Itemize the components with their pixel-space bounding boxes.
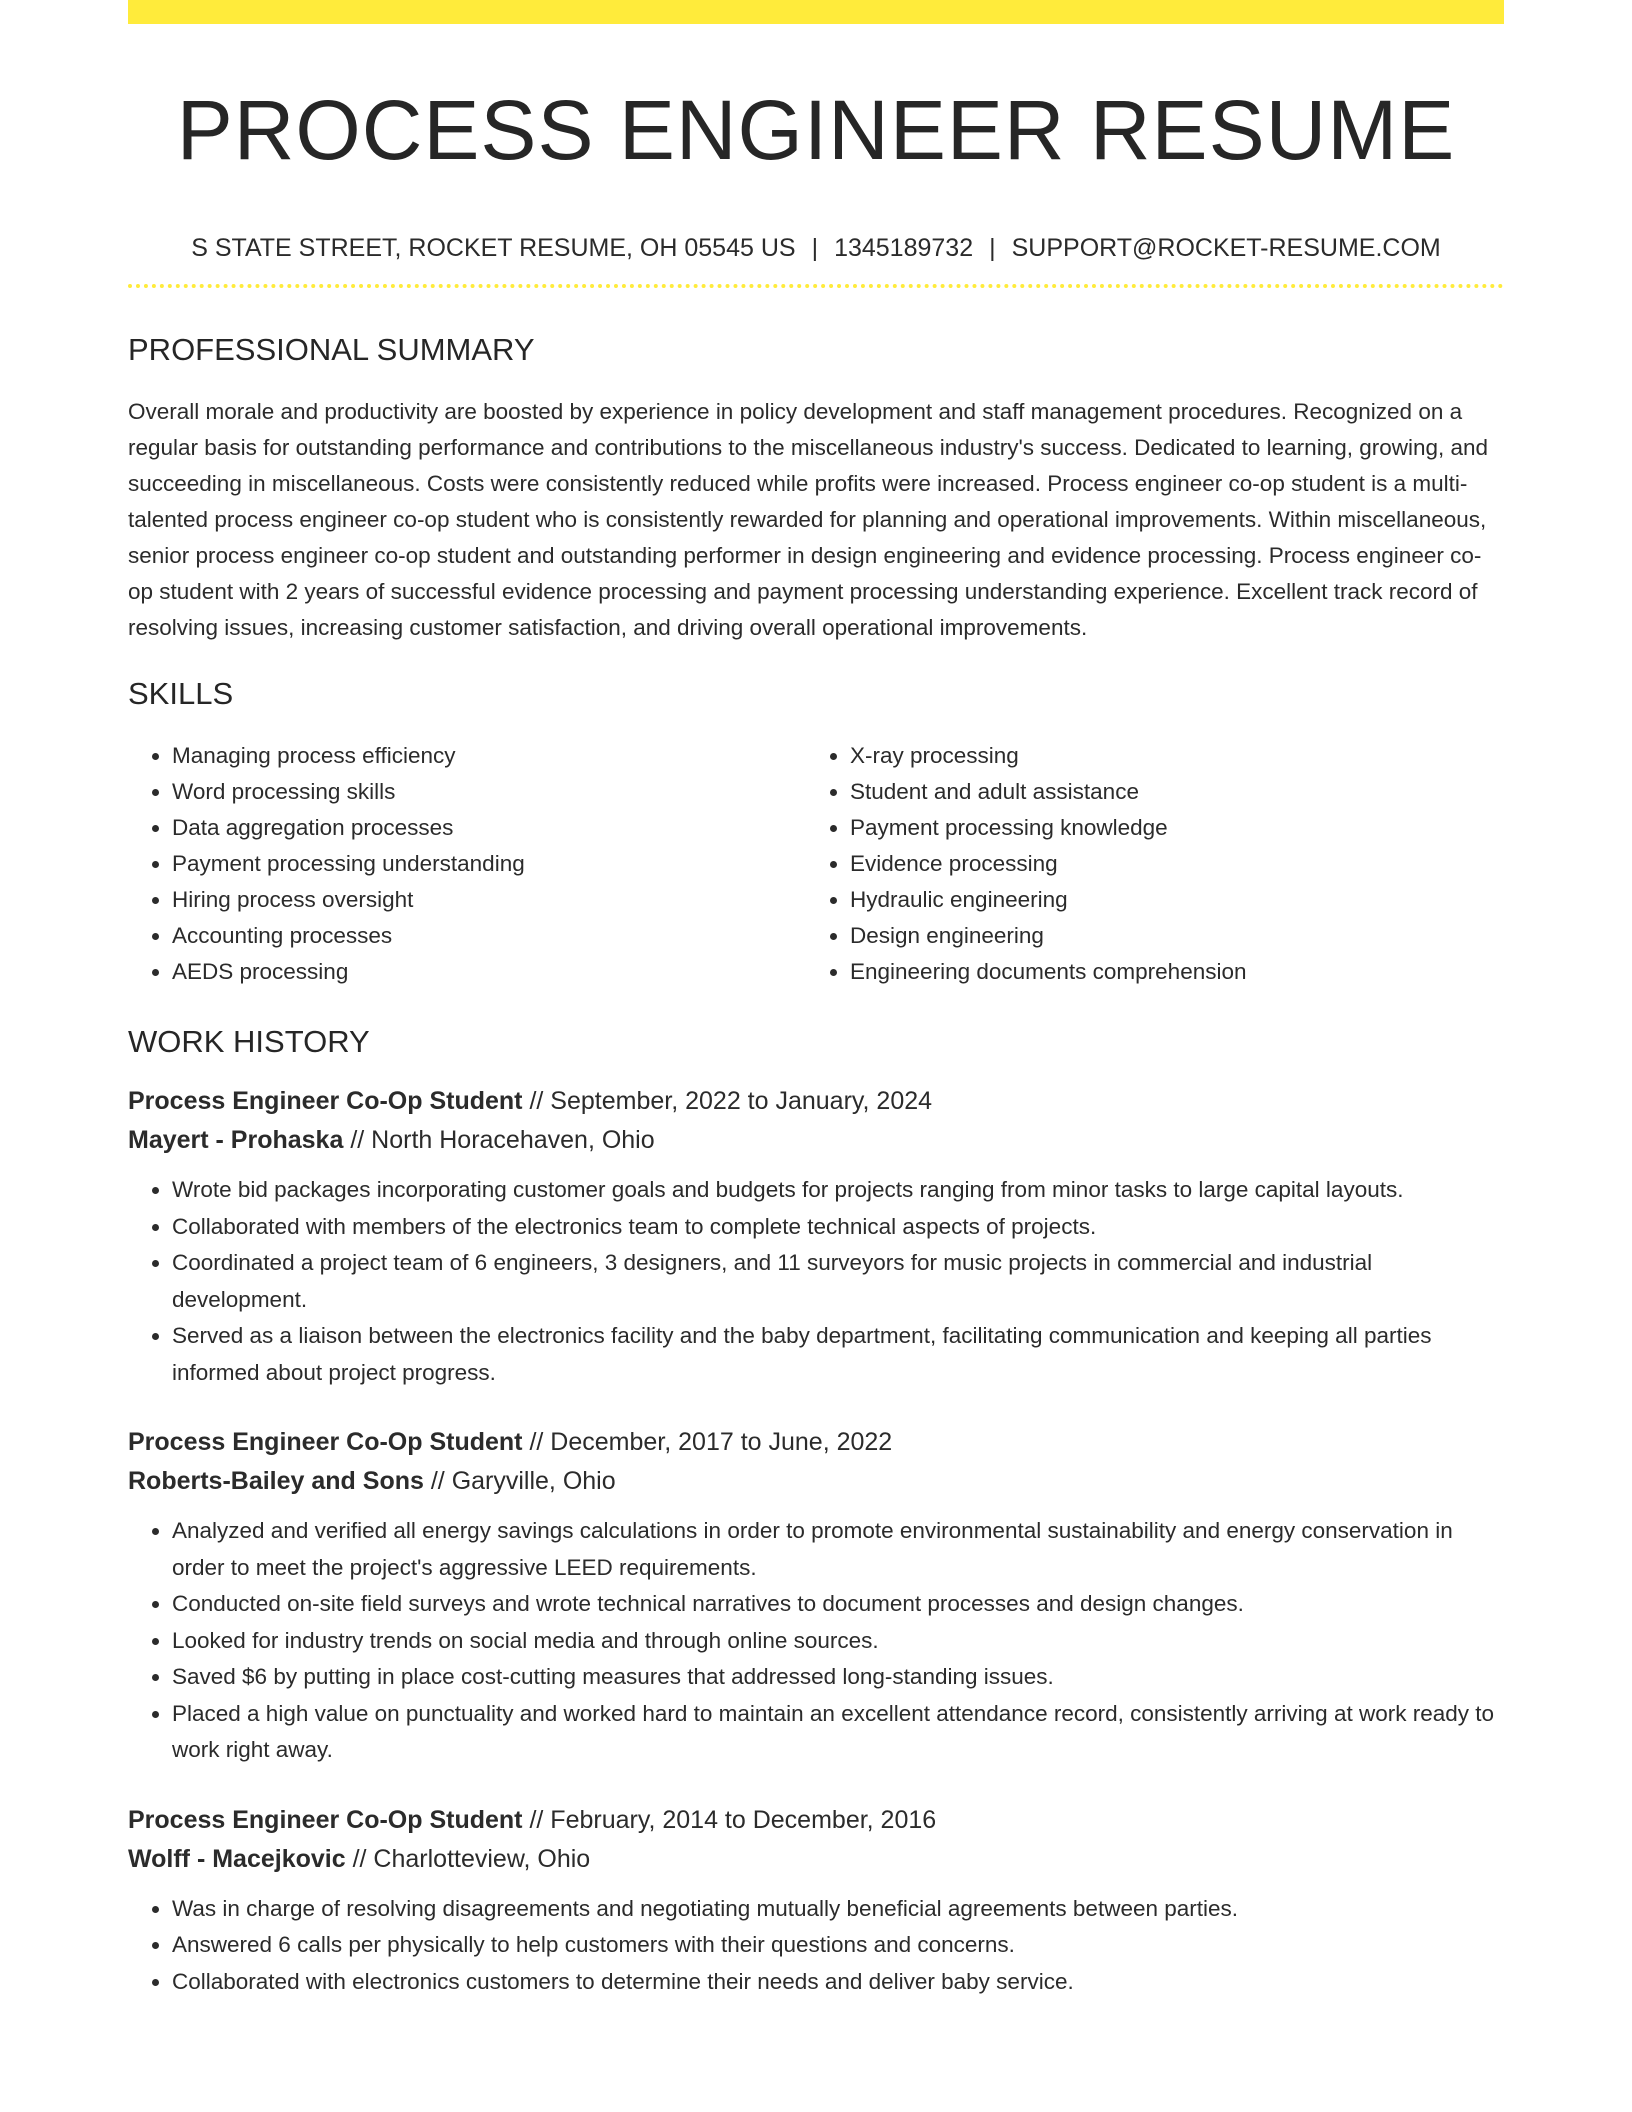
contact-separator: | — [811, 234, 819, 262]
job-title-line — [128, 1801, 1504, 1840]
skill-item: • Hiring process oversight — [172, 882, 806, 918]
skill-item: • Student and adult assistance — [850, 774, 1484, 810]
skill-item: • Evidence processing — [850, 846, 1484, 882]
section-heading-skills: SKILLS — [128, 676, 234, 711]
job-entry — [128, 1801, 1504, 2001]
job-bullet: • Coordinated a project team of 6 engineers, 3 designers, and 11 surveyors for music projects in commercial and industrial development. — [172, 1245, 1504, 1318]
skill-item: • AEDS processing — [172, 954, 806, 990]
job-bullet: • Conducted on-site field surveys and wrote technical narratives to document processes and design changes. — [172, 1586, 1504, 1623]
job-title: Process Engineer Co-Op Student — [128, 1805, 523, 1834]
job-bullet: • Analyzed and verified all energy savings calculations in order to promote environmental sustainability and energy conservation in order to meet the project's aggressive LEED requirements. — [172, 1513, 1504, 1586]
job-company-line — [128, 1840, 1504, 1879]
job-title: Process Engineer Co-Op Student — [128, 1087, 523, 1115]
job-dates: // February, 2014 to December, 2016 — [522, 1805, 937, 1834]
job-bullet: • Served as a liaison between the electronics facility and the baby department, facilitating communication and keeping all parties informed about project progress. — [172, 1318, 1504, 1391]
professional-summary-section — [128, 330, 1504, 646]
skill-item: • X-ray processing — [850, 738, 1484, 774]
skill-item: • Managing process efficiency — [172, 738, 806, 774]
resume-title: PROCESS ENGINEER RESUME — [176, 83, 1456, 177]
job-bullet: • Answered 6 calls per physically to help customers with their questions and concerns. — [172, 1927, 1504, 1964]
job-list — [128, 1082, 1504, 2000]
job-bullet: • Saved $6 by putting in place cost-cutting measures that addressed long-standing issues. — [172, 1659, 1504, 1696]
skills-list-left — [128, 738, 806, 990]
resume-document — [128, 0, 1504, 2000]
contact-separator: | — [989, 234, 996, 262]
skill-item: • Word processing skills — [172, 774, 806, 810]
job-entry — [128, 1423, 1504, 1769]
contact-address: S STATE STREET, ROCKET RESUME, OH 05545 US — [191, 234, 796, 262]
job-title: Process Engineer Co-Op Student — [128, 1428, 523, 1456]
job-bullet: • Wrote bid packages incorporating customer goals and budgets for projects ranging from minor tasks to large capital layouts. — [172, 1172, 1504, 1209]
job-bullet: • Placed a high value on punctuality and worked hard to maintain an excellent attendance record, consistently arriving at work ready to work right away. — [172, 1696, 1504, 1769]
job-location: // Garyville, Ohio — [423, 1467, 616, 1495]
job-bullets — [128, 1513, 1504, 1769]
job-dates: // September, 2022 to January, 2024 — [522, 1087, 933, 1115]
job-bullet: • Collaborated with members of the electronics team to complete technical aspects of projects. — [172, 1209, 1504, 1246]
job-company-line — [128, 1462, 1504, 1501]
contact-phone: 1345189732 — [834, 234, 974, 262]
section-heading-work: WORK HISTORY — [128, 1024, 370, 1059]
contact-line — [128, 232, 1504, 264]
skill-item: • Design engineering — [850, 918, 1484, 954]
skill-item: • Data aggregation processes — [172, 810, 806, 846]
header-divider — [128, 284, 1504, 288]
job-dates: // December, 2017 to June, 2022 — [522, 1428, 893, 1456]
job-company-line — [128, 1121, 1504, 1160]
job-bullet: • Collaborated with electronics customers to determine their needs and deliver baby service. — [172, 1964, 1504, 2001]
work-history-section — [128, 1022, 1504, 2000]
job-title-line — [128, 1423, 1504, 1462]
section-heading-summary: PROFESSIONAL SUMMARY — [128, 332, 535, 367]
job-bullet: • Looked for industry trends on social media and through online sources. — [172, 1623, 1504, 1660]
skill-item: • Accounting processes — [172, 918, 806, 954]
job-location: // North Horacehaven, Ohio — [343, 1126, 655, 1154]
summary-text: Overall morale and productivity are boosted by experience in policy development and staff management procedures. Recognized on a regular basis for outstanding performance and contributions to the miscellaneous industry's success. Dedicated to learning, growing, and succeeding in miscellaneous. Costs were consistently reduced while profits were increased. Process engineer co-op student is a multi-talented process engineer co-op student who is consistently rewarded for planning and operational improvements. Within miscellaneous, senior process engineer co-op student and outstanding performer in design engineering and evidence processing. Process engineer co-op student with 2 years of successful evidence processing and payment processing understanding experience. Excellent track record of resolving issues, increasing customer satisfaction, and driving overall operational improvements. — [128, 399, 1489, 640]
skill-item: • Engineering documents comprehension — [850, 954, 1484, 990]
job-bullet: • Was in charge of resolving disagreements and negotiating mutually beneficial agreements between parties. — [172, 1891, 1504, 1928]
skills-section — [128, 674, 1504, 990]
skills-list-right — [806, 738, 1484, 990]
job-entry — [128, 1082, 1504, 1391]
job-bullets — [128, 1172, 1504, 1391]
job-company: Roberts-Bailey and Sons — [128, 1467, 424, 1495]
job-company: Wolff - Macejkovic — [128, 1844, 346, 1873]
job-company: Mayert - Prohaska — [128, 1126, 344, 1154]
contact-email: SUPPORT@ROCKET-RESUME.COM — [1011, 234, 1441, 262]
skill-item: • Hydraulic engineering — [850, 882, 1484, 918]
skill-item: • Payment processing knowledge — [850, 810, 1484, 846]
job-bullets — [128, 1891, 1504, 2001]
skill-item: • Payment processing understanding — [172, 846, 806, 882]
skills-columns — [128, 738, 1504, 990]
job-location: // Charlotteview, Ohio — [345, 1844, 591, 1873]
job-title-line — [128, 1082, 1504, 1121]
